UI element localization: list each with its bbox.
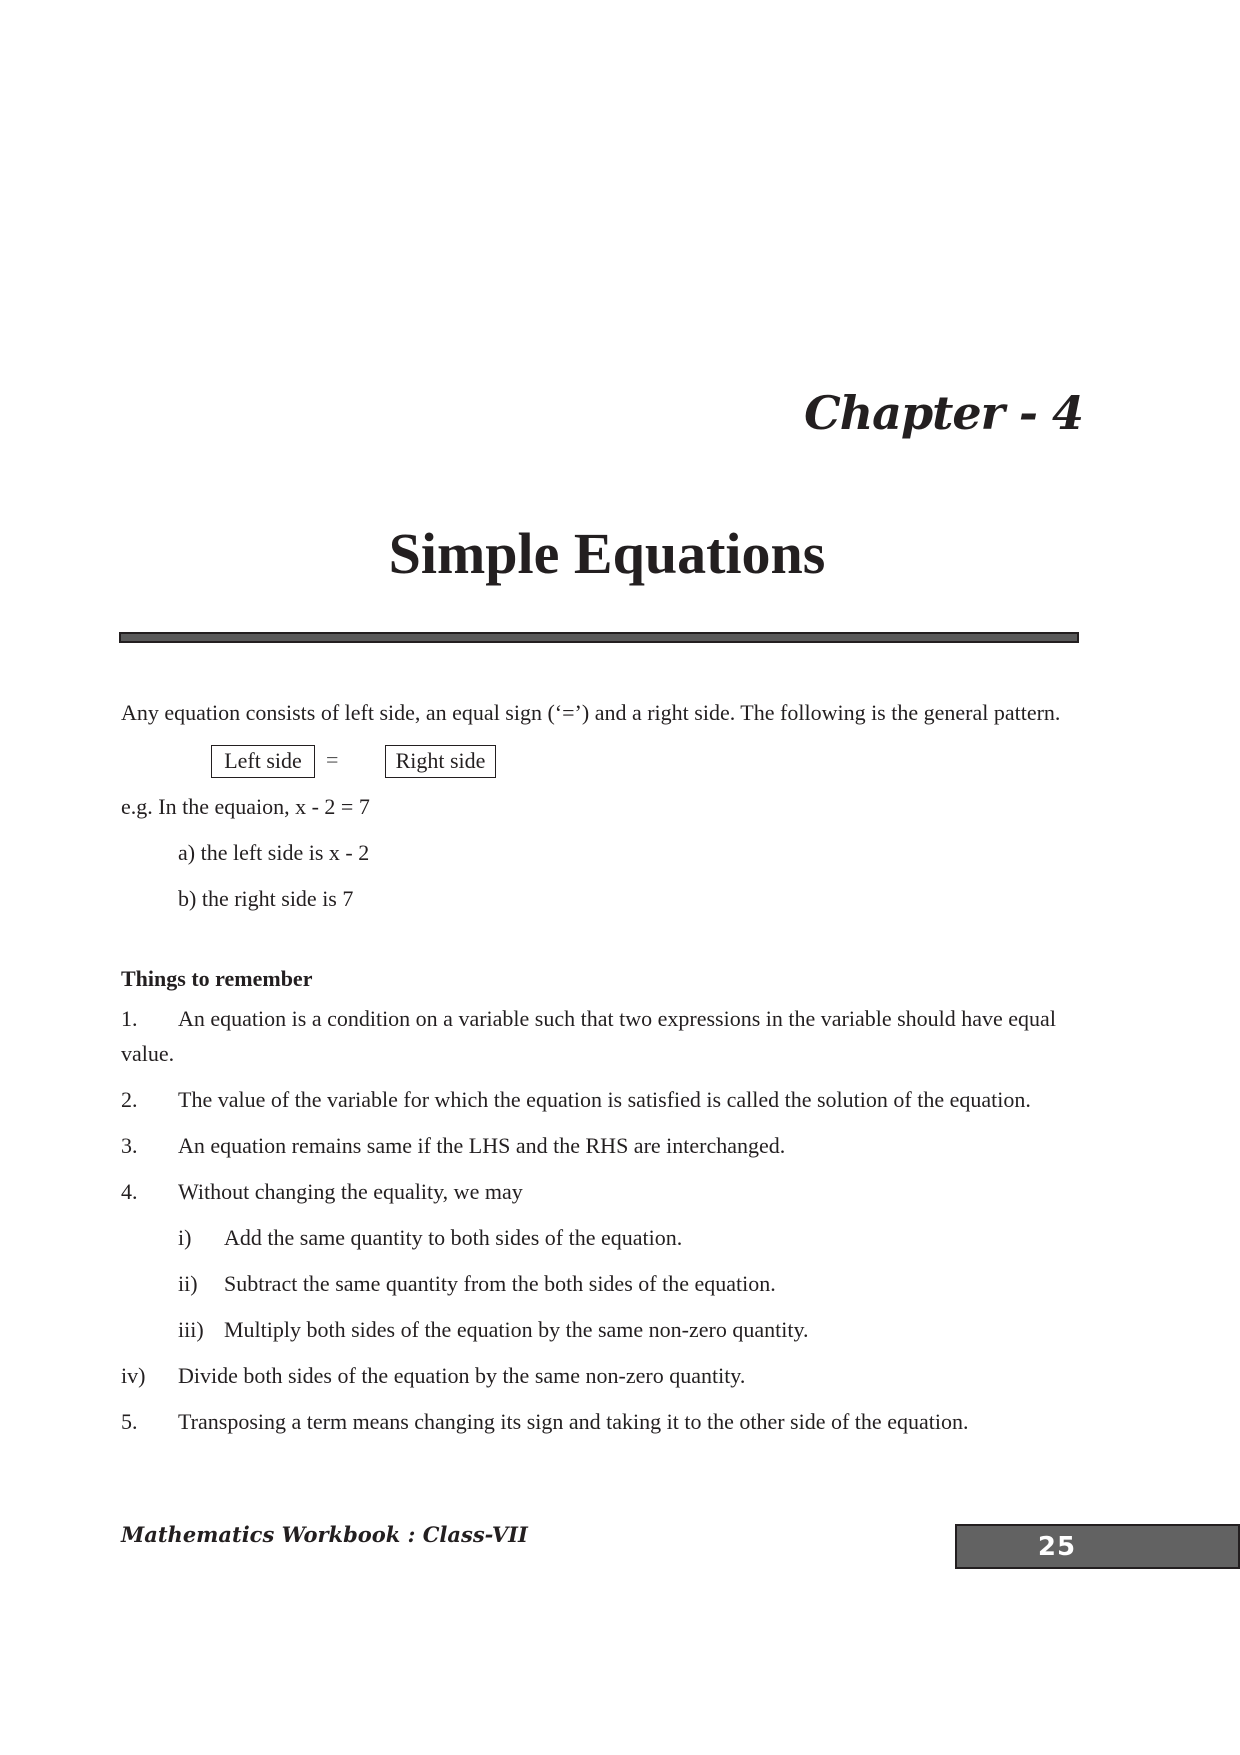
list-item: An equation remains same if the LHS and the RHS are interchanged.	[178, 1133, 786, 1158]
list-item: Divide both sides of the equation by the same non-zero quantity.	[178, 1363, 746, 1388]
page-number-box	[955, 1524, 1240, 1569]
list-number: 1.	[121, 1006, 138, 1031]
list-number: 5.	[121, 1409, 138, 1434]
equals-sign: =	[326, 747, 339, 772]
list-item: Without changing the equality, we may	[178, 1179, 523, 1204]
example-item-a: a) the left side is x - 2	[178, 840, 370, 865]
sublist-number: iii)	[178, 1317, 204, 1342]
remember-heading: Things to remember	[121, 966, 313, 991]
left-side-box: Left side	[211, 745, 315, 778]
page-title: Simple Equations	[388, 521, 826, 586]
sublist-number: ii)	[178, 1271, 198, 1296]
list-number: 4.	[121, 1179, 138, 1204]
right-side-box: Right side	[385, 745, 496, 778]
sublist-item: Multiply both sides of the equation by the same non-zero quantity.	[224, 1317, 809, 1342]
list-number: 2.	[121, 1087, 138, 1112]
list-number: 3.	[121, 1133, 138, 1158]
sublist-item: Add the same quantity to both sides of the equation.	[224, 1225, 683, 1250]
list-item: The value of the variable for which the equation is satisfied is called the solution of the equation.	[178, 1087, 1031, 1112]
title-divider	[119, 632, 1079, 643]
example-item-b: b) the right side is 7	[178, 886, 354, 911]
intro-paragraph: Any equation consists of left side, an equal sign (‘=’) and a right side. The following is the general pattern.	[121, 700, 1061, 725]
example-line: e.g. In the equaion, x - 2 = 7	[121, 794, 370, 819]
list-item: Transposing a term means changing its sign and taking it to the other side of the equation.	[178, 1409, 969, 1434]
list-item: An equation is a condition on a variable such that two expressions in the variable should have equal	[178, 1006, 1056, 1031]
chapter-label: Chapter - 4	[804, 386, 1083, 440]
page-number: 25	[1037, 1532, 1077, 1562]
list-item-continuation: value.	[121, 1041, 175, 1066]
sublist-item: Subtract the same quantity from the both sides of the equation.	[224, 1271, 776, 1296]
sublist-number: i)	[178, 1225, 192, 1250]
list-number: iv)	[121, 1363, 146, 1388]
footer-book-title: Mathematics Workbook : Class-VII	[121, 1522, 528, 1547]
